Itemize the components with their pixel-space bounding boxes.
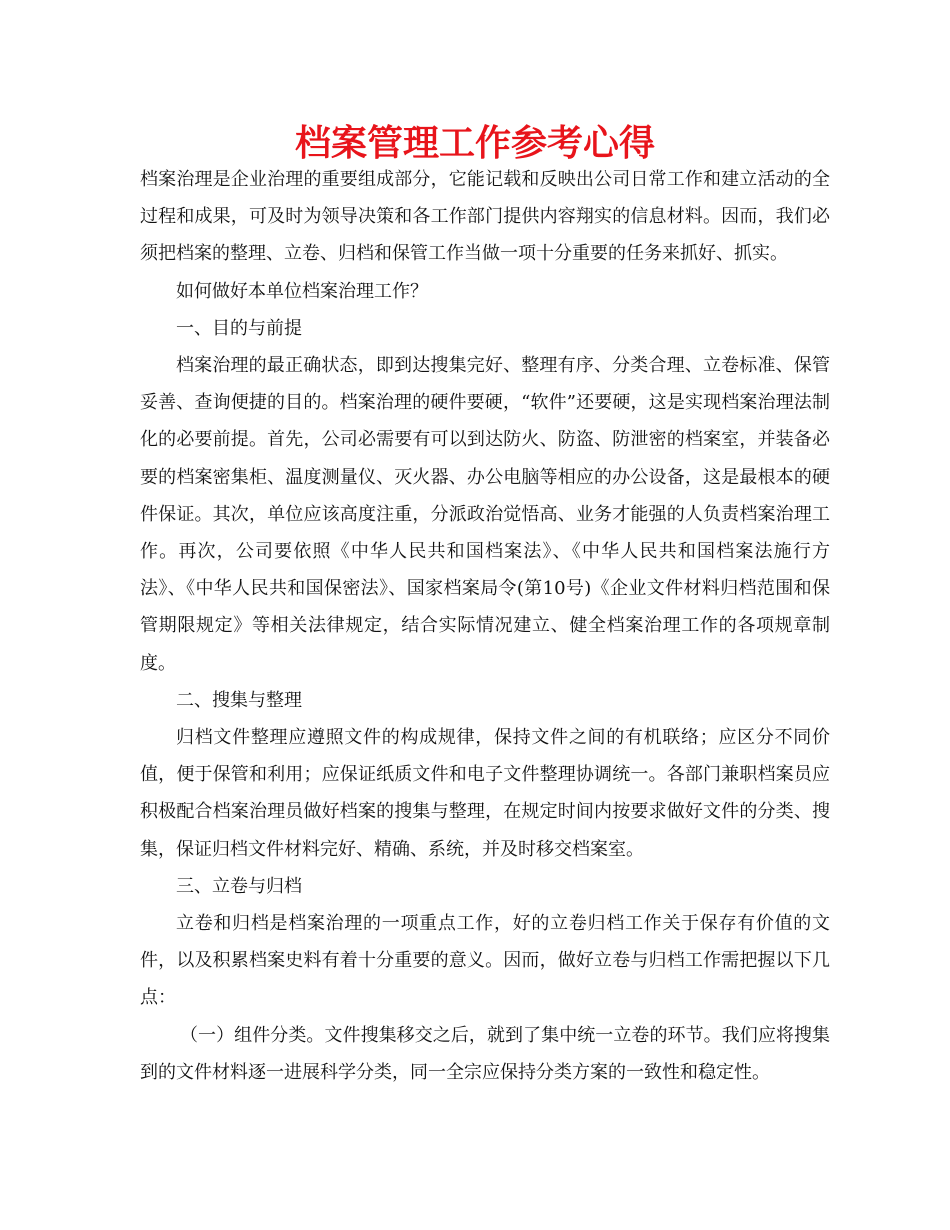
paragraph-purpose: 档案治理的最正确状态，即到达搜集完好、整理有序、分类合理、立卷标准、保管妥善、查询便捷的目的。档案治理的硬件要硬，“软件”还要硬，这是实现档案治理法制化的必要前提。首先，公司必需要有可以到达防火、防盗、防泄密的档案室，并装备必要的档案密集柜、温度测量仪、灭火器、办公电脑等相应的办公设备，这是最根本的硬件保证。其次，单位应该高度注重，分派政治觉悟高、业务才能强的人负责档案治理工作。再次，公司要依照《中华人民共和国档案法》、《中华人民共和国档案法施行方法》、《中华人民共和国保密法》、国家档案局令(第10号)《企业文件材料归档范围和保管期限规定》等相关法律规定，结合实际情况建立、健全档案治理工作的各项规章制度。: [140, 355, 830, 674]
document-body: [140, 161, 830, 1091]
paragraph-classification: （一）组件分类。文件搜集移交之后，就到了集中统一立卷的环节。我们应将搜集到的文件材料逐一进展科学分类，同一全宗应保持分类方案的一致性和稳定性。: [140, 1024, 830, 1083]
paragraph-question: 如何做好本单位档案治理工作？: [176, 280, 428, 302]
paragraph-intro: 档案治理是企业治理的重要组成部分，它能记载和反映出公司日常工作和建立活动的全过程和成果，可及时为领导决策和各工作部门提供内容翔实的信息材料。因而，我们必须把档案的整理、立卷、归档和保管工作当做一项十分重要的任务来抓好、抓实。: [140, 169, 830, 265]
section-heading-purpose: 一、目的与前提: [176, 317, 302, 339]
paragraph-filing: 立卷和归档是档案治理的一项重点工作，好的立卷归档工作关于保存有价值的文件，以及积累档案史料有着十分重要的意义。因而，做好立卷与归档工作需把握以下几点：: [140, 913, 830, 1009]
section-heading-collection: 二、搜集与整理: [176, 689, 302, 711]
paragraph-collection: 归档文件整理应遵照文件的构成规律，保持文件之间的有机联络；应区分不同价值，便于保管和利用；应保证纸质文件和电子文件整理协调统一。各部门兼职档案员应积极配合档案治理员做好档案的搜集与整理，在规定时间内按要求做好文件的分类、搜集，保证归档文件材料完好、精确、系统，并及时移交档案室。: [140, 727, 830, 860]
section-heading-filing: 三、立卷与归档: [176, 875, 302, 897]
document-title: 档案管理工作参考心得: [294, 123, 655, 164]
